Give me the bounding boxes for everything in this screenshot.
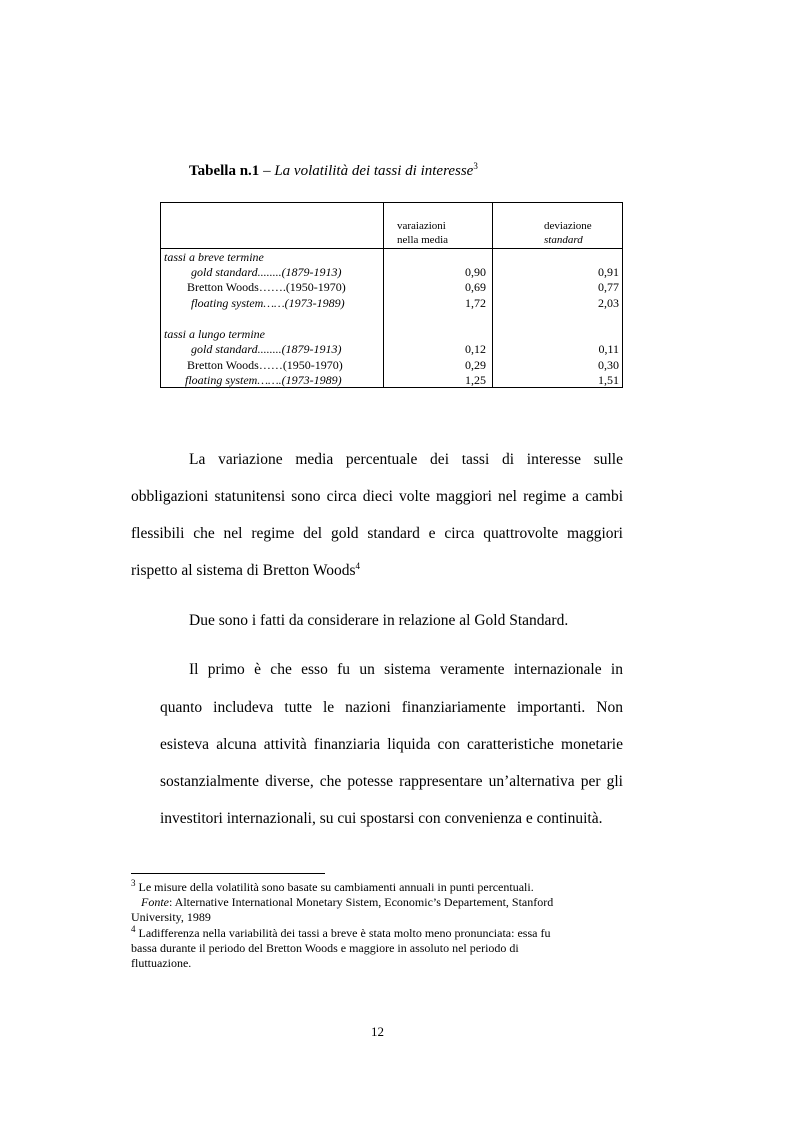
header-variazioni-line1: varaiazioni [397, 220, 446, 232]
footnote-rule [131, 873, 325, 874]
cell-variazione: 0,69 [465, 280, 486, 294]
paragraph-line: Il primo è che esso fu un sistema veramente internazionale in [189, 661, 623, 678]
paragraph-line: sostanzialmente diverse, che potesse rappresentare un’alternativa per gli [160, 773, 623, 790]
footnote-3-line1 [131, 880, 534, 894]
footnote-4-number: 4 [131, 924, 136, 934]
paragraph-line: obbligazioni statunitensi sono circa dieci volte maggiori nel regime a cambi [131, 488, 623, 505]
table-caption [189, 163, 478, 180]
cell-deviazione: 0,11 [598, 342, 619, 356]
cell-deviazione: 0,77 [598, 280, 619, 294]
footnote-3-source-text: : Alternative International Monetary Sistem, Economic’s Departement, Stanford [169, 895, 554, 909]
paragraph-line: esisteva alcuna attività finanziaria liquida con caratteristiche monetarie [160, 736, 623, 753]
cell-variazione: 1,25 [465, 373, 486, 387]
paragraph-line-text: rispetto al sistema di Bretton Woods [131, 562, 356, 579]
footnote-4-line1 [131, 926, 550, 940]
caption-dash: – [259, 163, 275, 179]
cell-deviazione: 0,91 [598, 265, 619, 279]
group-label-short-term: tassi a breve termine [164, 250, 264, 264]
paragraph-line: flessibili che nel regime del gold standard e circa quattrovolte maggiori [131, 525, 623, 542]
header-variazioni [397, 219, 448, 247]
footnote-3-line3: University, 1989 [131, 910, 211, 924]
cell-variazione: 0,90 [465, 265, 486, 279]
paragraph-line: quanto includeva tutte le nazioni finanziariamente importanti. Non [160, 699, 623, 716]
cell-deviazione: 0,30 [598, 358, 619, 372]
caption-label: Tabella n.1 [189, 163, 260, 179]
footnote-3-source-label: Fonte [141, 895, 169, 909]
table-header-rule [161, 248, 622, 249]
group-label-long-term: tassi a lungo termine [164, 327, 265, 341]
cell-variazione: 0,29 [465, 358, 486, 372]
row-label: floating system…….(1973-1989) [185, 373, 342, 387]
row-label: Bretton Woods…….(1950-1970) [187, 280, 346, 294]
page-number: 12 [371, 1024, 384, 1039]
footnote-3-number: 3 [131, 878, 136, 888]
row-label: Bretton Woods……(1950-1970) [187, 358, 343, 372]
footnote-3-text: Le misure della volatilità sono basate su cambiamenti annuali in punti percentuali. [135, 880, 534, 894]
table-col-divider-1 [383, 203, 384, 387]
cell-deviazione: 1,51 [598, 373, 619, 387]
paragraph-last-line [131, 562, 360, 580]
header-deviazione-line2: standard [544, 234, 583, 246]
paragraph-line: investitori internazionali, su cui spostarsi con convenienza e continuità. [160, 810, 603, 827]
cell-deviazione: 2,03 [598, 296, 619, 310]
table-col-divider-2 [492, 203, 493, 387]
footnote-4-line2: bassa durante il periodo del Bretton Woods e maggiore in assoluto nel periodo di [131, 941, 519, 955]
row-label: gold standard........(1879-1913) [191, 342, 342, 356]
cell-variazione: 1,72 [465, 296, 486, 310]
row-label: floating system……(1973-1989) [191, 296, 345, 310]
header-deviazione-line1: deviazione [544, 220, 592, 232]
footnote-3-source [141, 895, 553, 909]
row-label: gold standard........(1879-1913) [191, 265, 342, 279]
footnote-ref-4: 4 [355, 560, 360, 571]
footnote-4-line3: fluttuazione. [131, 956, 192, 970]
caption-title: La volatilità dei tassi di interesse [274, 163, 474, 179]
paragraph-2: Due sono i fatti da considerare in relazione al Gold Standard. [189, 612, 569, 629]
footnote-4-text: Ladifferenza nella variabilità dei tassi a breve è stata molto meno pronunciata: essa fu [135, 926, 551, 940]
volatility-table [160, 202, 623, 388]
cell-variazione: 0,12 [465, 342, 486, 356]
header-variazioni-line2: nella media [397, 234, 449, 246]
header-deviazione [544, 219, 592, 247]
caption-footnote-ref: 3 [473, 161, 478, 171]
paragraph-line: La variazione media percentuale dei tassi di interesse sulle [189, 451, 623, 468]
